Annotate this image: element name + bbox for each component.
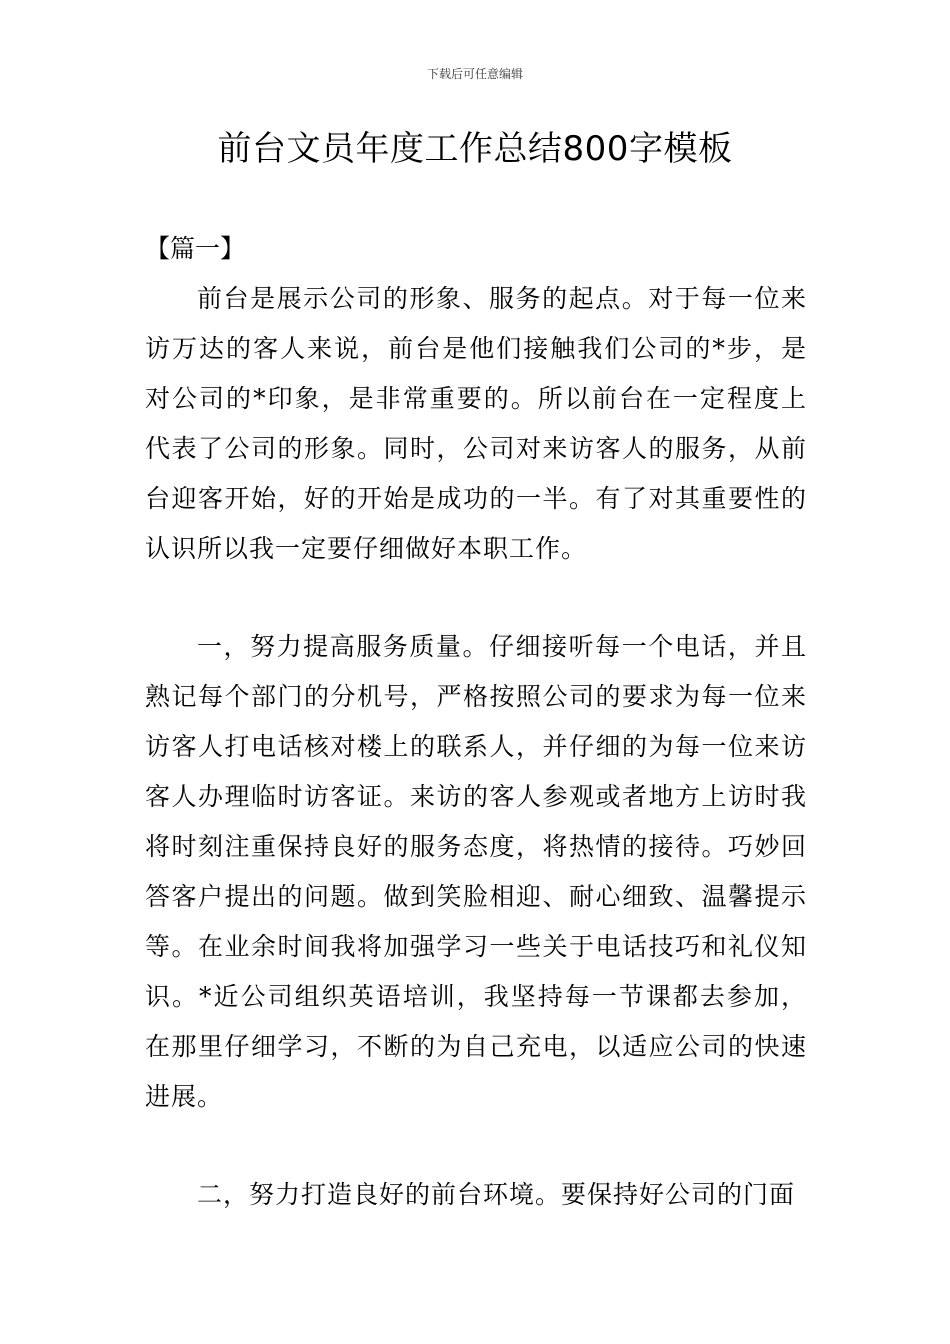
section-label: 【篇一】: [145, 234, 246, 263]
header-note: 下载后可任意编辑: [426, 67, 523, 81]
body-paragraph-front-desk-environment: 二，努力打造良好的前台环境。要保持好公司的门面: [197, 1180, 796, 1209]
body-paragraph-service-quality: 一，努力提高服务质量。仔细接听每一个电话，并且熟记每个部门的分机号，严格按照公司的要求为每一位来访客人打电话核对楼上的联系人，并仔细的为每一位来访客人办理临时访客证。来访的客人参观或者地方上访时我将时刻注重保持良好的服务态度，将热情的接待。巧妙回答客户提出的问题。做到笑脸相迎、耐心细致、温馨提示等。在业余时间我将加强学习一些关于电话技巧和礼仪知识。*近公司组织英语培训，我坚持每一节课都去参加，在那里仔细学习，不断的为自己充电，以适应公司的快速进展。: [145, 632, 807, 1111]
document-title: 前台文员年度工作总结800字模板: [217, 129, 733, 169]
body-paragraph-intro: 前台是展示公司的形象、服务的起点。对于每一位来访万达的客人来说，前台是他们接触我们公司的*步，是对公司的*印象，是非常重要的。所以前台在一定程度上代表了公司的形象。同时，公司对来访客人的服务，从前台迎客开始，好的开始是成功的一半。有了对其重要性的认识所以我一定要仔细做好本职工作。: [145, 284, 807, 563]
